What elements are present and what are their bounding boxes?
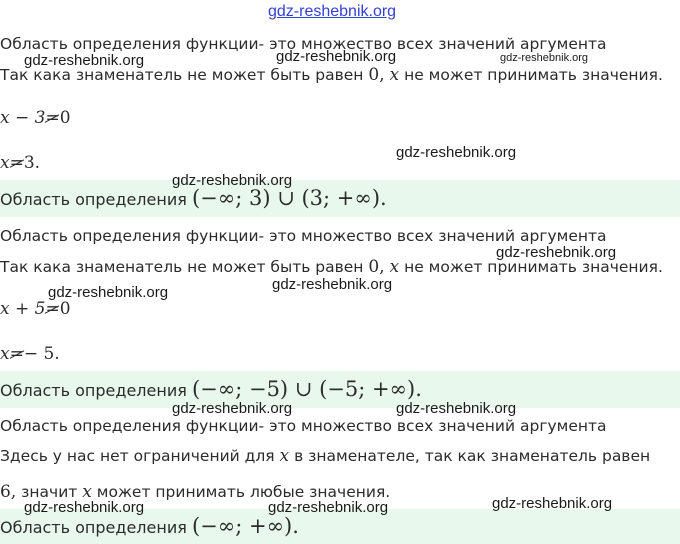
watermark-text: gdz-reshebnik.org — [24, 499, 145, 516]
answer-label: Область определения — [0, 381, 187, 400]
equation-result — [0, 344, 60, 364]
equation-result-value: − 5. — [23, 344, 60, 364]
math-x: x — [0, 344, 10, 364]
equation-not-equal — [0, 299, 71, 319]
math-comma: , — [379, 257, 385, 277]
any-value-text-end: может принимать любые значения. — [96, 483, 391, 501]
watermark-text: gdz-reshebnik.org — [492, 495, 613, 512]
math-x: x — [82, 482, 92, 502]
equation-right: 0 — [59, 108, 71, 128]
no-restriction-statement — [0, 446, 650, 466]
denominator-text-end: не может принимать значения. — [404, 258, 663, 276]
watermark-text: gdz-reshebnik.org — [24, 52, 145, 69]
math-x: x — [389, 65, 400, 85]
not-equal-sign: = — [45, 299, 60, 319]
not-equal-sign: = — [9, 344, 24, 364]
math-six: 6, — [0, 482, 17, 502]
equation-not-equal — [0, 108, 71, 128]
watermark-text: gdz-reshebnik.org — [48, 284, 169, 301]
math-x: x — [279, 446, 290, 466]
answer-domain: (−∞; −5) ∪ (−5; +∞). — [191, 377, 422, 401]
not-equal-sign: = — [9, 153, 24, 173]
restriction-text: Здесь у нас нет ограничений для — [0, 447, 275, 465]
watermark-text: gdz-reshebnik.org — [276, 48, 397, 65]
definition-text: Область определения функции- это множество всех значений аргумента — [0, 417, 607, 435]
watermark-text: gdz-reshebnik.org — [272, 276, 393, 293]
any-value-text: значит — [21, 483, 78, 501]
denominator-text: Так кака знаменатель не может быть равен — [0, 66, 364, 84]
answer-line — [0, 188, 387, 210]
not-equal-sign: = — [45, 108, 60, 128]
math-comma: , — [379, 65, 385, 85]
equation-left: x + 5 — [0, 299, 46, 319]
equation-result-value: 3. — [23, 153, 41, 173]
equation-result — [0, 153, 40, 173]
watermark-text: gdz-reshebnik.org — [172, 400, 293, 417]
watermark-text: gdz-reshebnik.org — [396, 400, 517, 417]
watermark-text: gdz-reshebnik.org — [268, 499, 389, 516]
restriction-text-end: в знаменателе, так как знаменатель равен — [294, 447, 651, 465]
answer-label: Область определения — [0, 190, 187, 209]
equation-left: x − 3 — [0, 108, 46, 128]
answer-domain: (−∞; +∞). — [191, 514, 299, 538]
site-watermark-link[interactable]: gdz-reshebnik.org — [268, 3, 397, 20]
definition-text: Область определения функции- это множество всех значений аргумента — [0, 227, 607, 245]
equation-right: 0 — [59, 299, 71, 319]
watermark-text: gdz-reshebnik.org — [172, 172, 293, 189]
watermark-text: gdz-reshebnik.org — [396, 144, 517, 161]
watermark-text: gdz-reshebnik.org — [500, 52, 589, 64]
math-zero: 0 — [368, 257, 380, 277]
denominator-text: Так кака знаменатель не может быть равен — [0, 258, 364, 276]
watermark-text: gdz-reshebnik.org — [496, 244, 617, 261]
answer-line — [0, 516, 299, 538]
math-zero: 0 — [368, 65, 380, 85]
math-x: x — [0, 153, 10, 173]
answer-label: Область определения — [0, 518, 187, 537]
definition-text: Область определения функции- это множество всех значений аргумента — [0, 35, 607, 53]
answer-domain: (−∞; 3) ∪ (3; +∞). — [191, 186, 387, 210]
answer-line — [0, 379, 422, 401]
denominator-text-end: не может принимать значения. — [404, 66, 663, 84]
math-x: x — [389, 257, 400, 277]
